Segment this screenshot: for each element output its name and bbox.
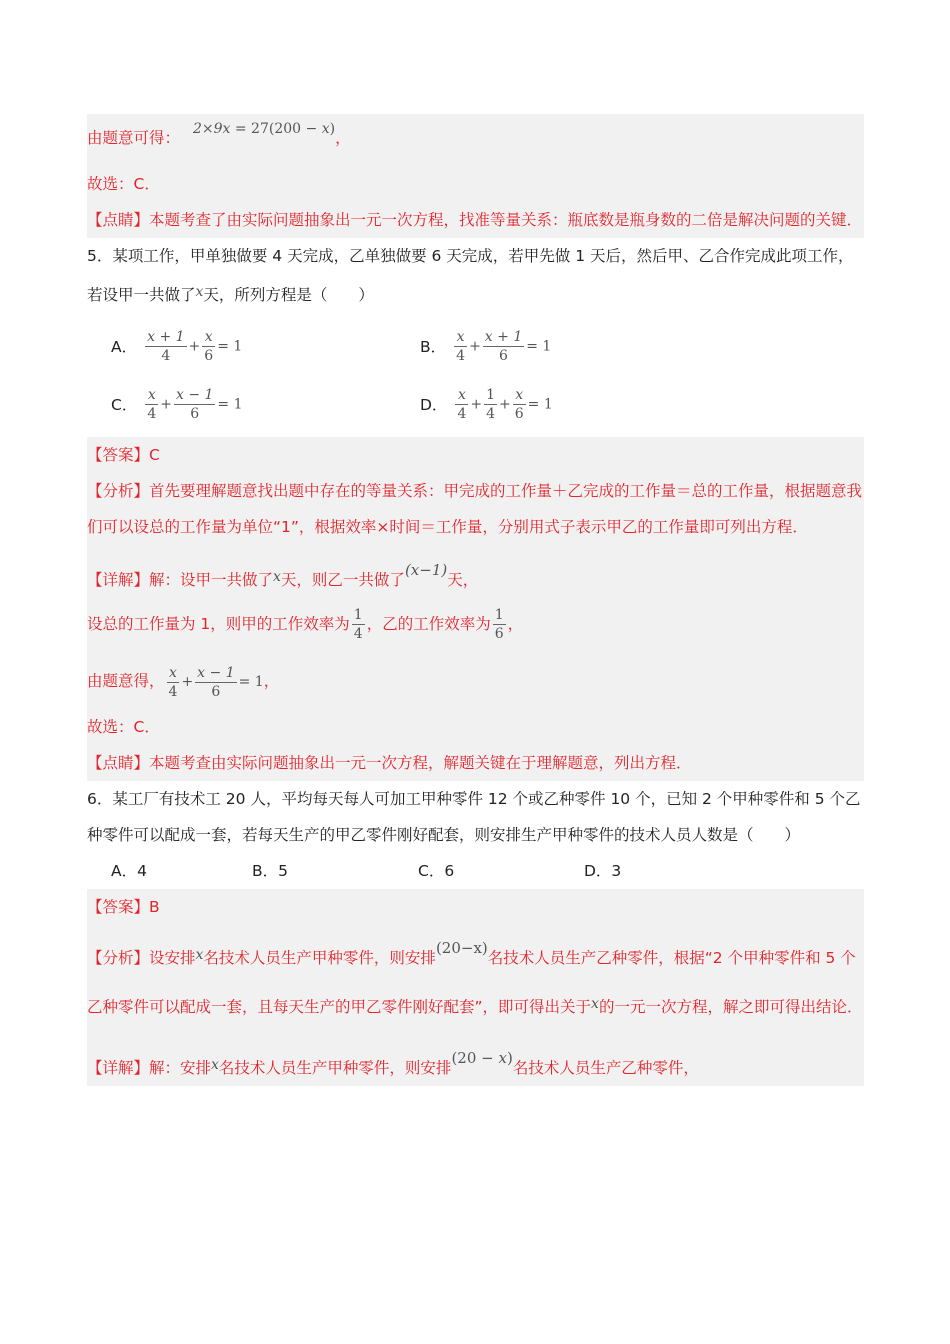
- var-x-2: x: [273, 569, 281, 585]
- var-x: x: [195, 284, 204, 300]
- equation-5: $\frac{x}{4}$ + $\frac{x - 1}{6}$ = 1: [168, 664, 264, 700]
- question-6: [87, 781, 864, 889]
- option-d[interactable]: [420, 386, 553, 423]
- stem-part-b: 天，所列方程是（ ）: [203, 286, 374, 304]
- analysis-6: [87, 925, 864, 1030]
- q6-options: [87, 853, 864, 889]
- analysis-5: 【分析】首先要理解题意找出题中存在的等量关系：甲完成的工作量＋乙完成的工作量＝总的工作量，根据题意我们可以设总的工作量为单位“1”，根据效率×时间＝工作量，分别用式子表示甲乙的工作量即可列出方程．: [87, 482, 863, 536]
- tip-5: 【点睛】本题考查由实际问题抽象出一元一次方程，解题关键在于理解题意，列出方程．: [87, 754, 692, 772]
- options-row-2: [87, 375, 864, 433]
- options-row-1: [87, 317, 864, 375]
- var-x-5: x: [211, 1057, 219, 1073]
- eff-b: ，乙的工作效率为: [366, 615, 491, 633]
- equation-2x9x: 2×9x = 27(200 − x): [192, 121, 336, 137]
- an-c: 名技术人员生产乙种零件，根据“2 个甲种零件和 5 个乙种零件可以配成一套，且每天生产的甲乙零件刚好配套”，即可得出关于: [87, 949, 856, 1016]
- option-b-equation: $\frac{x}{4}$ + $\frac{x + 1}{6}$ = 1: [456, 328, 552, 364]
- q6-option-c[interactable]: C．6: [418, 862, 455, 880]
- option-b-label: B．: [420, 338, 447, 356]
- q6-option-a[interactable]: A．4: [111, 862, 147, 880]
- option-a-equation: $\frac{x + 1}{4}$ + $\frac{x}{6}$ = 1: [147, 328, 243, 364]
- choose-5: 故选：C．: [87, 718, 160, 736]
- eff-a: 设总的工作量为 1，则甲的工作效率为: [87, 615, 350, 633]
- option-a-label: A．: [111, 338, 138, 356]
- option-b[interactable]: [420, 328, 551, 365]
- question-6-stem: 6．某工厂有技术工 20 人，平均每天每人可加工甲种零件 12 个或乙种零件 10 个，已知 2 个甲种零件和 5 个乙种零件可以配成一套，若每天生产的甲乙零件刚好配套，则安排生产甲种零件的技术人员人数是（ ）: [87, 790, 861, 844]
- var-x-3: x: [195, 947, 204, 963]
- given-equation-line: [87, 116, 864, 160]
- expr-20-minus-x: (20−x): [435, 939, 488, 957]
- frac-1-6: $\frac{1}{6}$: [494, 607, 504, 642]
- page-content: [87, 114, 864, 1086]
- expr-x-minus-1: (x−1): [404, 561, 448, 579]
- answer-5: 【答案】C: [87, 446, 160, 464]
- solution-block-4: [87, 114, 864, 238]
- de-c: 名技术人员生产乙种零件，: [512, 1059, 699, 1077]
- solution-block-5: [87, 437, 864, 781]
- eq-tail: ，: [263, 672, 280, 690]
- frac-1-4: $\frac{1}{4}$: [353, 607, 363, 642]
- de-b: 名技术人员生产甲种零件，则安排: [218, 1059, 452, 1077]
- detail-5-a: 【详解】解：设甲一共做了: [87, 571, 274, 589]
- option-c-equation: $\frac{x}{4}$ + $\frac{x - 1}{6}$ = 1: [147, 386, 243, 422]
- tip-4: 【点睛】本题考查了由实际问题抽象出一元一次方程，找准等量关系：瓶底数是瓶身数的二倍是解决问题的关键．: [87, 211, 863, 229]
- expr-20-minus-x-2: (20 − x): [451, 1049, 513, 1067]
- solution-block-6: [87, 889, 864, 1086]
- eff-c: ，: [507, 615, 524, 633]
- option-a[interactable]: [87, 328, 420, 365]
- an-b: 名技术人员生产甲种零件，则安排: [203, 949, 436, 967]
- an-d: 的一元一次方程，解之即可得出结论．: [598, 998, 863, 1016]
- q6-option-d[interactable]: D．3: [584, 862, 622, 880]
- stem-part-a: 5．某项工作，甲单独做要 4 天完成，乙单独做要 6 天完成，若甲先做 1 天后，然后甲、乙合作完成此项工作，若设甲一共做了: [87, 247, 854, 304]
- detail-5: [87, 545, 864, 595]
- given-text: 由题意可得：: [87, 129, 181, 147]
- efficiency-line: [87, 595, 864, 653]
- q6-option-b[interactable]: B．5: [252, 862, 288, 880]
- detail-5-b: 天，则乙一共做了: [280, 571, 405, 589]
- option-d-equation: $\frac{x}{4}$ + $\frac{1}{4}$ + $\frac{x}{6}$ = 1: [457, 386, 553, 422]
- answer-6: 【答案】B: [87, 898, 160, 916]
- question-5-stem: [87, 238, 864, 313]
- var-x-4: x: [591, 996, 599, 1012]
- eq-text: 由题意得，: [87, 672, 165, 690]
- detail-6: [87, 1030, 864, 1086]
- de-a: 【详解】解：安排: [87, 1059, 212, 1077]
- an-a: 【分析】设安排: [87, 949, 196, 967]
- choose-line-4: 故选：C．: [87, 175, 160, 193]
- equation-line-5: [87, 653, 864, 709]
- option-c[interactable]: [87, 386, 420, 423]
- detail-5-c: 天，: [447, 571, 479, 589]
- question-5: [87, 238, 864, 433]
- option-c-label: C．: [111, 396, 138, 414]
- option-d-label: D．: [420, 396, 448, 414]
- comma: ，: [335, 129, 351, 147]
